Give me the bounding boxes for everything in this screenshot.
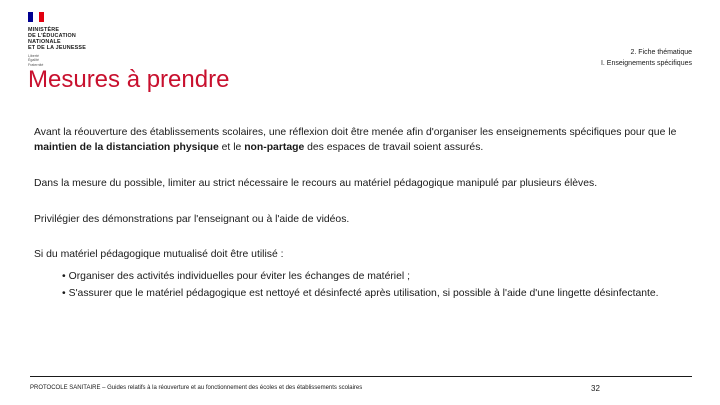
ministry-name: MINISTÈRE DE L'ÉDUCATION NATIONALE ET DE LA JEUNESSE <box>28 27 87 51</box>
paragraph-demonstrations: Privilégier des démonstrations par l'enseignant ou à l'aide de vidéos. <box>34 214 350 225</box>
section-header <box>601 47 692 69</box>
bullet-list <box>62 268 659 302</box>
list-item-text: S'assurer que le matériel pédagogique est nettoyé et désinfecté après utilisation, si possible à l'aide d'une lingette désinfectante. <box>68 288 659 299</box>
bullet-icon: • <box>62 288 66 299</box>
paragraph-distancing <box>34 126 698 155</box>
bullet-icon: • <box>62 271 66 282</box>
section-label: 2. Fiche thématique <box>630 49 692 56</box>
list-item <box>62 285 659 302</box>
emphasis-non-sharing: non-partage <box>244 141 305 153</box>
page-number: 32 <box>591 384 600 393</box>
subsection-label: I. Enseignements spécifiques <box>600 60 692 67</box>
french-flag-icon <box>28 12 44 22</box>
list-item-text: Organiser des activités individuelles pour éviter les échanges de matériel ; <box>68 271 410 282</box>
footer-text: PROTOCOLE SANITAIRE – Guides relatifs à la réouverture et au fonctionnement des écoles et des établissements scolaires <box>30 385 363 391</box>
paragraph-text: et le <box>218 141 245 153</box>
page-title: Mesures à prendre <box>28 66 230 93</box>
republic-motto: Liberté Égalité Fraternité <box>28 54 44 67</box>
paragraph-shared-material: Si du matériel pédagogique mutualisé doit être utilisé : <box>34 249 284 260</box>
emphasis-distancing: maintien de la distanciation physique <box>34 141 219 153</box>
ministry-logo <box>28 12 98 68</box>
list-item <box>62 268 659 285</box>
footer-divider <box>30 376 692 377</box>
paragraph-text: Avant la réouverture des établissements scolaires, une réflexion doit être menée afin d'organiser les enseignements spécifiques pour que le <box>34 127 677 138</box>
paragraph-text: des espaces de travail soient assurés. <box>304 141 484 153</box>
paragraph-limit-material: Dans la mesure du possible, limiter au strict nécessaire le recours au matériel pédagogique manipulé par plusieurs élèves. <box>34 178 598 189</box>
